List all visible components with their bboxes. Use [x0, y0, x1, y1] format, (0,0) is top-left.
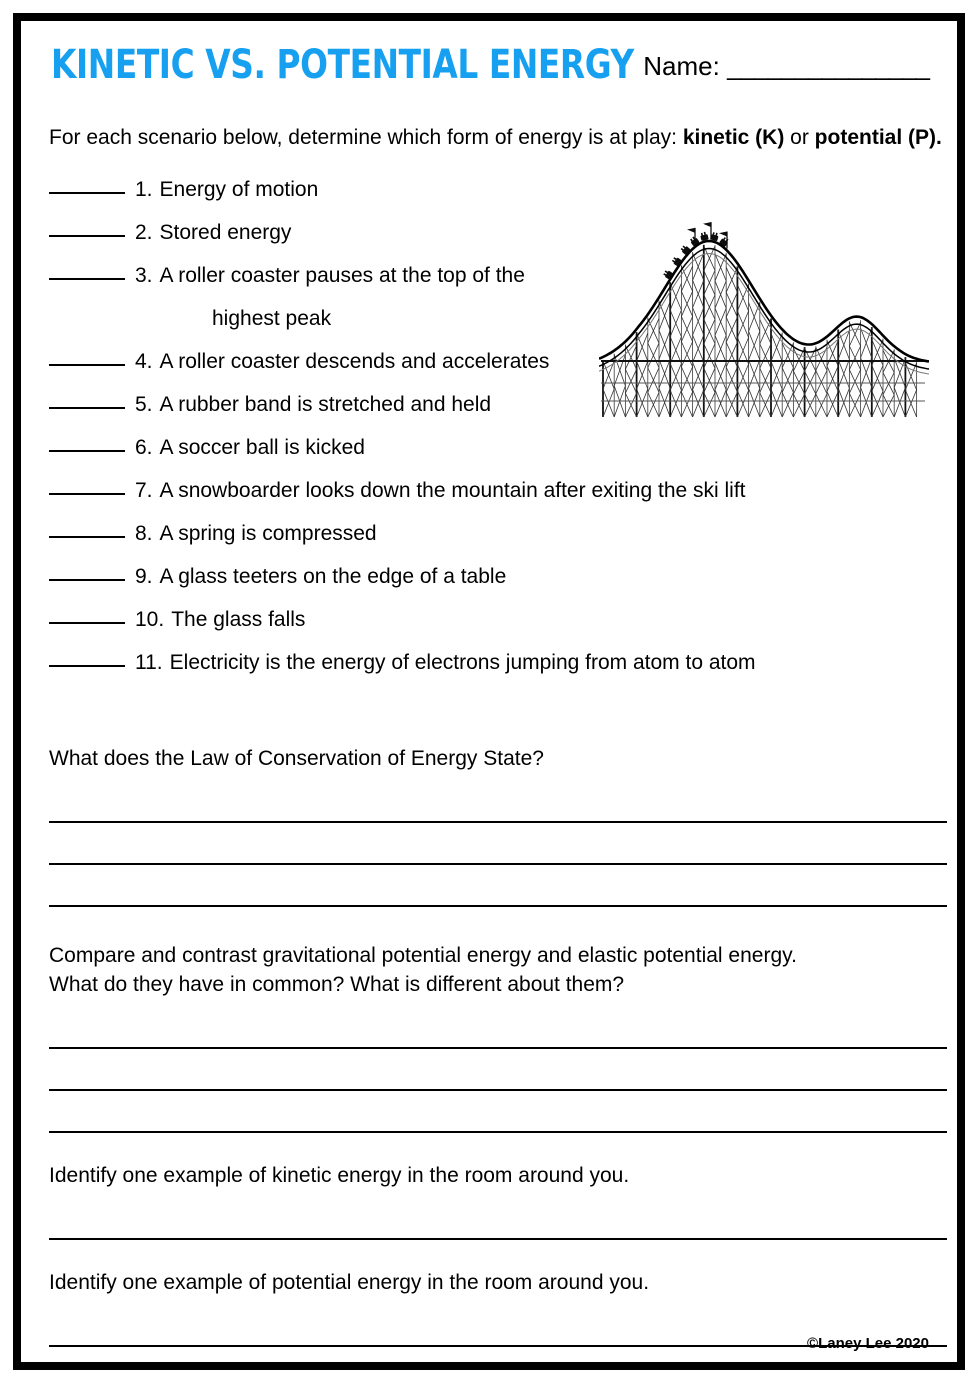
scenario-list — [49, 178, 949, 694]
item-number: 8. — [135, 522, 153, 545]
name-blank-line[interactable]: _______________ — [727, 51, 929, 81]
item-number: 7. — [135, 479, 153, 502]
item-text: A rubber band is stretched and held — [159, 393, 492, 416]
answer-line[interactable] — [49, 1091, 947, 1133]
answer-line[interactable] — [49, 1007, 947, 1049]
item-text: A glass teeters on the edge of a table — [159, 565, 507, 588]
item-number: 5. — [135, 393, 153, 416]
answer-blank[interactable] — [49, 235, 125, 237]
name-label: Name: — [643, 51, 720, 81]
question-block-kinetic-example — [49, 1161, 947, 1240]
answer-blank[interactable] — [49, 493, 125, 495]
instructions-bold-potential: potential (P). — [814, 126, 942, 149]
item-text: A roller coaster pauses at the top of the — [159, 264, 525, 287]
page-title: KINETIC VS. POTENTIAL ENERGY — [51, 42, 634, 88]
answer-blank[interactable] — [49, 579, 125, 581]
list-item[interactable] — [49, 565, 949, 608]
item-number: 11. — [135, 651, 163, 674]
list-item[interactable] — [49, 479, 949, 522]
question-text: Identify one example of kinetic energy in the room around you. — [49, 1164, 630, 1187]
instructions-text-part1: For each scenario below, determine which form of energy is at play: — [49, 126, 683, 149]
copyright-footer: ©Laney Lee 2020 — [807, 1335, 929, 1352]
answer-blank[interactable] — [49, 450, 125, 452]
item-number: 1. — [135, 178, 153, 201]
item-number: 10. — [135, 608, 165, 631]
name-field[interactable] — [643, 51, 929, 81]
answer-lines[interactable] — [49, 1198, 947, 1240]
answer-blank[interactable] — [49, 622, 125, 624]
item-text: A snowboarder looks down the mountain after exiting the ski lift — [159, 479, 746, 502]
answer-blank[interactable] — [49, 536, 125, 538]
worksheet-page — [13, 13, 965, 1370]
item-number: 4. — [135, 350, 153, 373]
item-number: 3. — [135, 264, 153, 287]
answer-blank[interactable] — [49, 192, 125, 194]
item-text: A spring is compressed — [159, 522, 377, 545]
list-item[interactable] — [49, 264, 949, 307]
answer-line[interactable] — [49, 823, 947, 865]
answer-line[interactable] — [49, 781, 947, 823]
question-text-line2: What do they have in common? What is different about them? — [49, 973, 625, 996]
instructions-bold-kinetic: kinetic (K) — [682, 126, 785, 149]
question-text-line1: Compare and contrast gravitational potential energy and elastic potential energy. — [49, 944, 797, 967]
list-item[interactable] — [49, 651, 949, 694]
item-number: 2. — [135, 221, 153, 244]
question-text: Identify one example of potential energy in the room around you. — [49, 1271, 650, 1294]
instructions-text-part2: or — [784, 126, 815, 149]
list-item[interactable] — [49, 350, 949, 393]
answer-blank[interactable] — [49, 278, 125, 280]
item-text: Stored energy — [159, 221, 292, 244]
instructions-paragraph — [49, 123, 949, 152]
answer-line[interactable] — [49, 865, 947, 907]
item-number: 9. — [135, 565, 153, 588]
item-text: A roller coaster descends and accelerates — [159, 350, 550, 373]
list-item[interactable] — [49, 178, 949, 221]
list-item[interactable] — [49, 522, 949, 565]
list-item[interactable] — [49, 221, 949, 264]
item-number: 6. — [135, 436, 153, 459]
question-block-compare-contrast — [49, 941, 947, 1133]
item-text: Electricity is the energy of electrons jumping from atom to atom — [169, 651, 756, 674]
answer-lines[interactable] — [49, 781, 947, 907]
list-item[interactable] — [49, 608, 949, 651]
item-text: Energy of motion — [159, 178, 319, 201]
question-block-conservation — [49, 744, 947, 907]
answer-line[interactable] — [49, 1049, 947, 1091]
answer-blank[interactable] — [49, 407, 125, 409]
question-text: What does the Law of Conservation of Energy State? — [49, 747, 544, 770]
answer-blank[interactable] — [49, 665, 125, 667]
item-text: A soccer ball is kicked — [159, 436, 365, 459]
answer-blank[interactable] — [49, 364, 125, 366]
worksheet-header — [49, 39, 929, 101]
answer-lines[interactable] — [49, 1007, 947, 1133]
worksheet-content — [21, 21, 957, 1362]
list-item[interactable] — [49, 393, 949, 436]
item-text-continuation: highest peak — [212, 307, 332, 330]
list-item[interactable] — [49, 436, 949, 479]
item-text: The glass falls — [171, 608, 306, 631]
answer-line[interactable] — [49, 1198, 947, 1240]
